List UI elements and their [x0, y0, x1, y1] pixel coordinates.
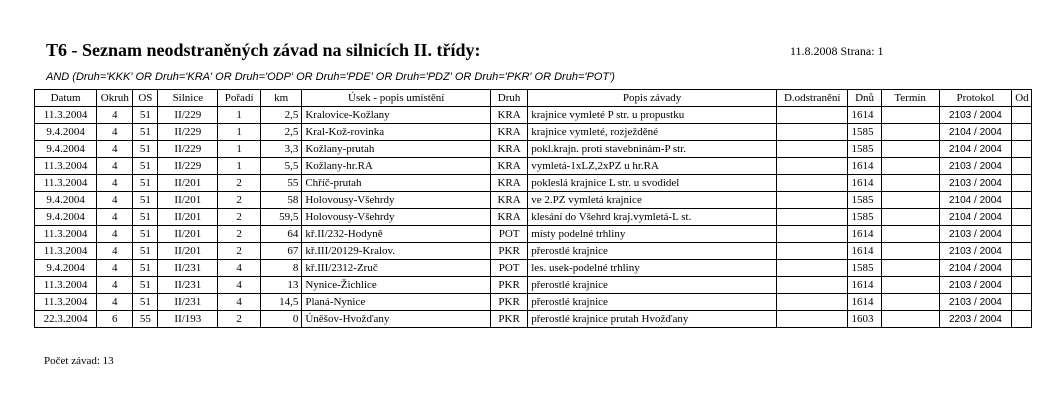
- cell-order: 1: [218, 124, 260, 141]
- cell-date: 9.4.2004: [35, 260, 97, 277]
- cell-order: 2: [218, 243, 260, 260]
- cell-road: II/201: [158, 175, 218, 192]
- cell-description: přerostlé krajnice: [528, 294, 777, 311]
- cell-description: les. usek-podelné trhliny: [528, 260, 777, 277]
- column-header-order: Pořadí: [218, 90, 260, 107]
- cell-circuit: 4: [97, 124, 133, 141]
- cell-protocol: 2104 / 2004: [939, 124, 1012, 141]
- cell-date: 11.3.2004: [35, 294, 97, 311]
- cell-section: Planá-Nynice: [302, 294, 491, 311]
- cell-deadline: [881, 294, 939, 311]
- cell-road: II/231: [158, 260, 218, 277]
- cell-os: 51: [133, 260, 158, 277]
- table-row: [35, 277, 1032, 294]
- cell-description: krajnice vymleté P str. u propustku: [528, 107, 777, 124]
- column-header-deadline: Termín: [881, 90, 939, 107]
- cell-km: 55: [260, 175, 301, 192]
- defects-table: [34, 89, 1032, 328]
- cell-os: 51: [133, 294, 158, 311]
- cell-od: [1012, 141, 1032, 158]
- cell-road: II/193: [158, 311, 218, 328]
- cell-od: [1012, 277, 1032, 294]
- cell-km: 3,3: [260, 141, 301, 158]
- cell-days: 1585: [848, 260, 881, 277]
- cell-circuit: 6: [97, 311, 133, 328]
- cell-road: II/229: [158, 107, 218, 124]
- cell-os: 51: [133, 192, 158, 209]
- cell-circuit: 4: [97, 107, 133, 124]
- table-body: [35, 107, 1032, 328]
- cell-od: [1012, 209, 1032, 226]
- cell-od: [1012, 107, 1032, 124]
- table-row: [35, 209, 1032, 226]
- cell-order: 4: [218, 260, 260, 277]
- cell-km: 58: [260, 192, 301, 209]
- cell-days: 1585: [848, 209, 881, 226]
- cell-os: 55: [133, 311, 158, 328]
- column-header-removal-date: D.odstranění: [776, 90, 848, 107]
- cell-od: [1012, 192, 1032, 209]
- cell-km: 5,5: [260, 158, 301, 175]
- cell-protocol: 2103 / 2004: [939, 175, 1012, 192]
- defect-count: Počet závad: 13: [44, 355, 114, 367]
- cell-circuit: 4: [97, 175, 133, 192]
- cell-km: 0: [260, 311, 301, 328]
- cell-description: přerostlé krajnice prutah Hvožďany: [528, 311, 777, 328]
- cell-section: Holovousy-Všehrdy: [302, 209, 491, 226]
- cell-km: 14,5: [260, 294, 301, 311]
- cell-removal-date: [776, 226, 848, 243]
- filter-expression: AND (Druh='KKK' OR Druh='KRA' OR Druh='ODP' OR Druh='PDE' OR Druh='PDZ' OR Druh='PKR' OR Druh='POT'): [46, 71, 615, 83]
- cell-road: II/231: [158, 294, 218, 311]
- cell-days: 1614: [848, 175, 881, 192]
- cell-section: Holovousy-Všehrdy: [302, 192, 491, 209]
- cell-type: KRA: [490, 158, 527, 175]
- cell-description: přerostlé krajnice: [528, 277, 777, 294]
- column-header-od: Od: [1012, 90, 1032, 107]
- cell-road: II/229: [158, 141, 218, 158]
- cell-section: Chříč-prutah: [302, 175, 491, 192]
- cell-days: 1585: [848, 124, 881, 141]
- cell-order: 1: [218, 158, 260, 175]
- cell-order: 1: [218, 107, 260, 124]
- cell-description: vymletá-1xLZ,2xPZ u hr.RA: [528, 158, 777, 175]
- cell-road: II/231: [158, 277, 218, 294]
- cell-section: Kožlany-prutah: [302, 141, 491, 158]
- cell-protocol: 2104 / 2004: [939, 209, 1012, 226]
- cell-protocol: 2104 / 2004: [939, 141, 1012, 158]
- cell-date: 9.4.2004: [35, 124, 97, 141]
- table-row: [35, 192, 1032, 209]
- cell-days: 1614: [848, 277, 881, 294]
- cell-protocol: 2103 / 2004: [939, 158, 1012, 175]
- cell-os: 51: [133, 226, 158, 243]
- cell-description: klesání do Všehrd kraj.vymletá-L st.: [528, 209, 777, 226]
- cell-road: II/229: [158, 158, 218, 175]
- column-header-date: Datum: [35, 90, 97, 107]
- cell-os: 51: [133, 277, 158, 294]
- table-header-row: [35, 90, 1032, 107]
- table-row: [35, 175, 1032, 192]
- cell-removal-date: [776, 277, 848, 294]
- cell-removal-date: [776, 311, 848, 328]
- table-row: [35, 141, 1032, 158]
- table-row: [35, 107, 1032, 124]
- cell-protocol: 2104 / 2004: [939, 260, 1012, 277]
- cell-type: KRA: [490, 192, 527, 209]
- cell-circuit: 4: [97, 141, 133, 158]
- cell-protocol: 2103 / 2004: [939, 107, 1012, 124]
- column-header-road: Silnice: [158, 90, 218, 107]
- cell-removal-date: [776, 124, 848, 141]
- cell-protocol: 2103 / 2004: [939, 226, 1012, 243]
- cell-type: POT: [490, 260, 527, 277]
- cell-os: 51: [133, 107, 158, 124]
- cell-km: 59,5: [260, 209, 301, 226]
- cell-order: 4: [218, 277, 260, 294]
- cell-deadline: [881, 260, 939, 277]
- cell-order: 2: [218, 311, 260, 328]
- cell-removal-date: [776, 243, 848, 260]
- cell-os: 51: [133, 141, 158, 158]
- table-row: [35, 294, 1032, 311]
- cell-protocol: 2104 / 2004: [939, 192, 1012, 209]
- cell-os: 51: [133, 209, 158, 226]
- column-header-km: km: [260, 90, 301, 107]
- cell-km: 2,5: [260, 107, 301, 124]
- cell-section: Kožlany-hr.RA: [302, 158, 491, 175]
- column-header-section: Úsek - popis umístění: [302, 90, 491, 107]
- cell-circuit: 4: [97, 277, 133, 294]
- column-header-days: Dnů: [848, 90, 881, 107]
- column-header-os: OS: [133, 90, 158, 107]
- column-header-circuit: Okruh: [97, 90, 133, 107]
- cell-date: 9.4.2004: [35, 141, 97, 158]
- cell-od: [1012, 226, 1032, 243]
- cell-km: 13: [260, 277, 301, 294]
- cell-deadline: [881, 141, 939, 158]
- cell-date: 11.3.2004: [35, 243, 97, 260]
- cell-section: Nynice-Žichlice: [302, 277, 491, 294]
- cell-date: 11.3.2004: [35, 107, 97, 124]
- cell-deadline: [881, 107, 939, 124]
- cell-od: [1012, 311, 1032, 328]
- cell-order: 2: [218, 209, 260, 226]
- cell-section: Kralovice-Kožlany: [302, 107, 491, 124]
- cell-circuit: 4: [97, 192, 133, 209]
- cell-type: KRA: [490, 175, 527, 192]
- cell-os: 51: [133, 158, 158, 175]
- cell-type: KRA: [490, 209, 527, 226]
- cell-os: 51: [133, 124, 158, 141]
- cell-od: [1012, 175, 1032, 192]
- cell-protocol: 2103 / 2004: [939, 277, 1012, 294]
- cell-date: 11.3.2004: [35, 277, 97, 294]
- cell-circuit: 4: [97, 209, 133, 226]
- cell-removal-date: [776, 260, 848, 277]
- table-row: [35, 311, 1032, 328]
- cell-days: 1614: [848, 243, 881, 260]
- cell-section: kř.III/20129-Kralov.: [302, 243, 491, 260]
- report-title: T6 - Seznam neodstraněných závad na silnicích II. třídy:: [46, 40, 481, 60]
- cell-section: Kral-Kož-rovinka: [302, 124, 491, 141]
- cell-days: 1614: [848, 226, 881, 243]
- cell-type: KRA: [490, 124, 527, 141]
- cell-km: 8: [260, 260, 301, 277]
- cell-description: místy podelné trhliny: [528, 226, 777, 243]
- column-header-description: Popis závady: [528, 90, 777, 107]
- cell-type: PKR: [490, 294, 527, 311]
- cell-road: II/201: [158, 192, 218, 209]
- cell-deadline: [881, 158, 939, 175]
- cell-order: 2: [218, 192, 260, 209]
- report-date-page: 11.8.2008 Strana: 1: [790, 44, 884, 58]
- cell-days: 1614: [848, 107, 881, 124]
- cell-days: 1585: [848, 192, 881, 209]
- cell-deadline: [881, 124, 939, 141]
- table-row: [35, 260, 1032, 277]
- cell-description: ve 2.PZ vymletá krajnice: [528, 192, 777, 209]
- cell-type: POT: [490, 226, 527, 243]
- cell-days: 1603: [848, 311, 881, 328]
- cell-date: 11.3.2004: [35, 175, 97, 192]
- cell-section: kř.III/2312-Zruč: [302, 260, 491, 277]
- table-row: [35, 158, 1032, 175]
- table-row: [35, 226, 1032, 243]
- cell-date: 9.4.2004: [35, 192, 97, 209]
- cell-km: 2,5: [260, 124, 301, 141]
- cell-removal-date: [776, 175, 848, 192]
- cell-road: II/201: [158, 243, 218, 260]
- column-header-protocol: Protokol: [939, 90, 1012, 107]
- cell-os: 51: [133, 175, 158, 192]
- cell-date: 22.3.2004: [35, 311, 97, 328]
- cell-od: [1012, 243, 1032, 260]
- cell-circuit: 4: [97, 226, 133, 243]
- cell-description: krajnice vymleté, rozježděné: [528, 124, 777, 141]
- cell-deadline: [881, 209, 939, 226]
- cell-road: II/201: [158, 226, 218, 243]
- cell-description: pokl.krajn. proti stavebninám-P str.: [528, 141, 777, 158]
- cell-deadline: [881, 226, 939, 243]
- cell-order: 2: [218, 175, 260, 192]
- cell-description: pokleslá krajnice L str. u svodidel: [528, 175, 777, 192]
- cell-removal-date: [776, 192, 848, 209]
- cell-deadline: [881, 311, 939, 328]
- cell-removal-date: [776, 209, 848, 226]
- cell-km: 64: [260, 226, 301, 243]
- cell-date: 9.4.2004: [35, 209, 97, 226]
- cell-removal-date: [776, 141, 848, 158]
- cell-circuit: 4: [97, 260, 133, 277]
- cell-removal-date: [776, 294, 848, 311]
- cell-date: 11.3.2004: [35, 226, 97, 243]
- cell-section: kř.II/232-Hodyně: [302, 226, 491, 243]
- column-header-type: Druh: [490, 90, 527, 107]
- cell-type: KRA: [490, 141, 527, 158]
- cell-removal-date: [776, 158, 848, 175]
- cell-circuit: 4: [97, 158, 133, 175]
- table-row: [35, 124, 1032, 141]
- cell-circuit: 4: [97, 243, 133, 260]
- cell-type: KRA: [490, 107, 527, 124]
- cell-circuit: 4: [97, 294, 133, 311]
- cell-od: [1012, 294, 1032, 311]
- cell-type: PKR: [490, 311, 527, 328]
- cell-date: 11.3.2004: [35, 158, 97, 175]
- cell-km: 67: [260, 243, 301, 260]
- cell-od: [1012, 260, 1032, 277]
- cell-od: [1012, 124, 1032, 141]
- cell-od: [1012, 158, 1032, 175]
- cell-days: 1614: [848, 158, 881, 175]
- cell-removal-date: [776, 107, 848, 124]
- cell-order: 2: [218, 226, 260, 243]
- cell-deadline: [881, 192, 939, 209]
- cell-type: PKR: [490, 277, 527, 294]
- cell-deadline: [881, 175, 939, 192]
- cell-road: II/229: [158, 124, 218, 141]
- cell-protocol: 2103 / 2004: [939, 294, 1012, 311]
- cell-days: 1614: [848, 294, 881, 311]
- table-row: [35, 243, 1032, 260]
- cell-description: přerostlé krajnice: [528, 243, 777, 260]
- cell-days: 1585: [848, 141, 881, 158]
- cell-order: 4: [218, 294, 260, 311]
- cell-order: 1: [218, 141, 260, 158]
- cell-section: Úněšov-Hvožďany: [302, 311, 491, 328]
- cell-type: PKR: [490, 243, 527, 260]
- cell-protocol: 2203 / 2004: [939, 311, 1012, 328]
- cell-road: II/201: [158, 209, 218, 226]
- cell-os: 51: [133, 243, 158, 260]
- cell-deadline: [881, 243, 939, 260]
- cell-deadline: [881, 277, 939, 294]
- cell-protocol: 2103 / 2004: [939, 243, 1012, 260]
